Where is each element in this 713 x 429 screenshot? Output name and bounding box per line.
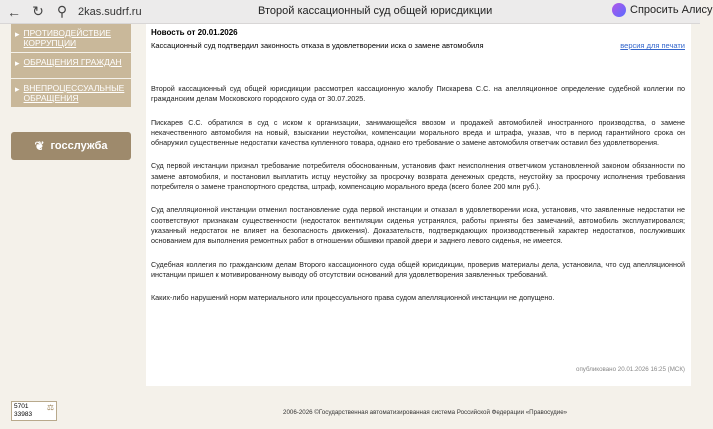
article-paragraph: Судебная коллегия по гражданским делам Второго кассационного суда общей юрисдикции, проверив материалы дела, установила, что суд апелляционной инстанции пришел к мотивированному выводу об отсутствии оснований для удовлетворения заявленных требований. [151,259,685,279]
sidebar-item-label[interactable]: ВНЕПРОЦЕССУАЛЬНЫЕ ОБРАЩЕНИЯ [23,83,125,103]
sidebar-item-label[interactable]: ОБРАЩЕНИЯ ГРАЖДАН [23,57,122,67]
sidebar-item-anticorruption[interactable] [11,24,131,53]
article-paragraph: Суд апелляционной инстанции отменил постановление суда первой инстанции и отказал в удовлетворении иска, установив, что заявленные недостатки не соответствуют признакам существенности (недостаток вентиляции сиденья устранялся, работы приняты без замечаний, автомобиль эксплуатировался; указанный недостаток не влияет на безопасность движения). Доказательств, подтверждающих производственный характер недостатков, послуживших основанием для выполнения ремонтных работ в отношении обшивки правой двери и заднего левого сиденья, не имеется. [151,205,685,246]
lock-icon: ⚲ [56,3,68,19]
address-bar[interactable]: 2kas.sudrf.ru [78,5,142,18]
published-timestamp: опубликовано 20.01.2026 16:25 (МСК) [576,366,685,373]
news-headline: Кассационный суд подтвердил законность отказа в удовлетворении иска о замене автомобиля [151,41,484,50]
footer [0,392,700,429]
sidebar [0,24,142,369]
sidebar-menu [11,24,131,108]
reload-icon[interactable]: ↻ [32,3,44,19]
article-paragraph: Суд первой инстанции признал требование потребителя обоснованным, установив факт неисполнения ответчиком установленной законом обязанности по замене автомобиля, и постановил выплатить истцу неустойку за просрочку возврата денежных средств, неустойку за просрочку исполнения требования потребителя о замене транспортного средства, штраф, компенсацию морального вреда (всего более 200 млн руб.). [151,161,685,192]
eagle-emblem-icon: ❦ [34,139,45,153]
page-title: Второй кассационный суд общей юрисдикции [258,5,493,17]
article-paragraph: Каких-либо нарушений норм материального или процессуального права судом апелляционной инстанции не допущено. [151,293,555,303]
alice-button[interactable] [612,3,713,17]
copyright: 2006-2026 ©Государственная автоматизированная система Российской Федерации «Правосудие» [283,409,568,416]
alice-label: Спросить Алису [630,4,713,16]
article-body [151,84,685,316]
article-paragraph: Пискарев С.С. обратился в суд с иском к организации, занимающейся ввозом и продажей автомобилей иностранного производства, о замене некачественного автомобиля на новый, взыскании неустойки, компенсации морального вреда и штрафа, указав, что в период гарантийного срока он обнаружил существенные недостатки качества купленного товара, однако его требование о замене автомобиля ответчик оставил без удовлетворения. [151,117,685,148]
gosluzhba-banner[interactable] [11,132,131,160]
chevron-right-icon: ▸ [15,84,20,94]
sidebar-item-label[interactable]: ПРОТИВОДЕЙСТВИЕ КОРРУПЦИИ [23,28,111,48]
back-arrow-icon[interactable]: ← [7,3,21,20]
article-paragraph: Второй кассационный суд общей юрисдикции рассмотрел кассационную жалобу Пискарева С.С. на апелляционное определение судебной коллегии по гражданским делам Московского городского суда от 30.07.2025. [151,84,685,104]
counter-bottom: 33983 [14,411,33,418]
visit-counter[interactable] [11,401,57,421]
news-date: Новость от 20.01.2026 [151,28,238,37]
gosluzhba-label: госслужба [50,140,108,152]
sidebar-item-extraprocedural-appeals[interactable] [11,79,131,108]
browser-toolbar [0,0,713,24]
chevron-right-icon: ▸ [15,29,20,39]
print-version-link[interactable]: версия для печати [620,41,685,50]
news-article [146,24,691,386]
sidebar-item-citizen-appeals[interactable] [11,53,131,79]
scales-icon: ⚖ [46,403,54,412]
counter-top: 5701 [14,403,29,410]
alice-icon [612,3,626,17]
chevron-right-icon: ▸ [15,58,20,68]
